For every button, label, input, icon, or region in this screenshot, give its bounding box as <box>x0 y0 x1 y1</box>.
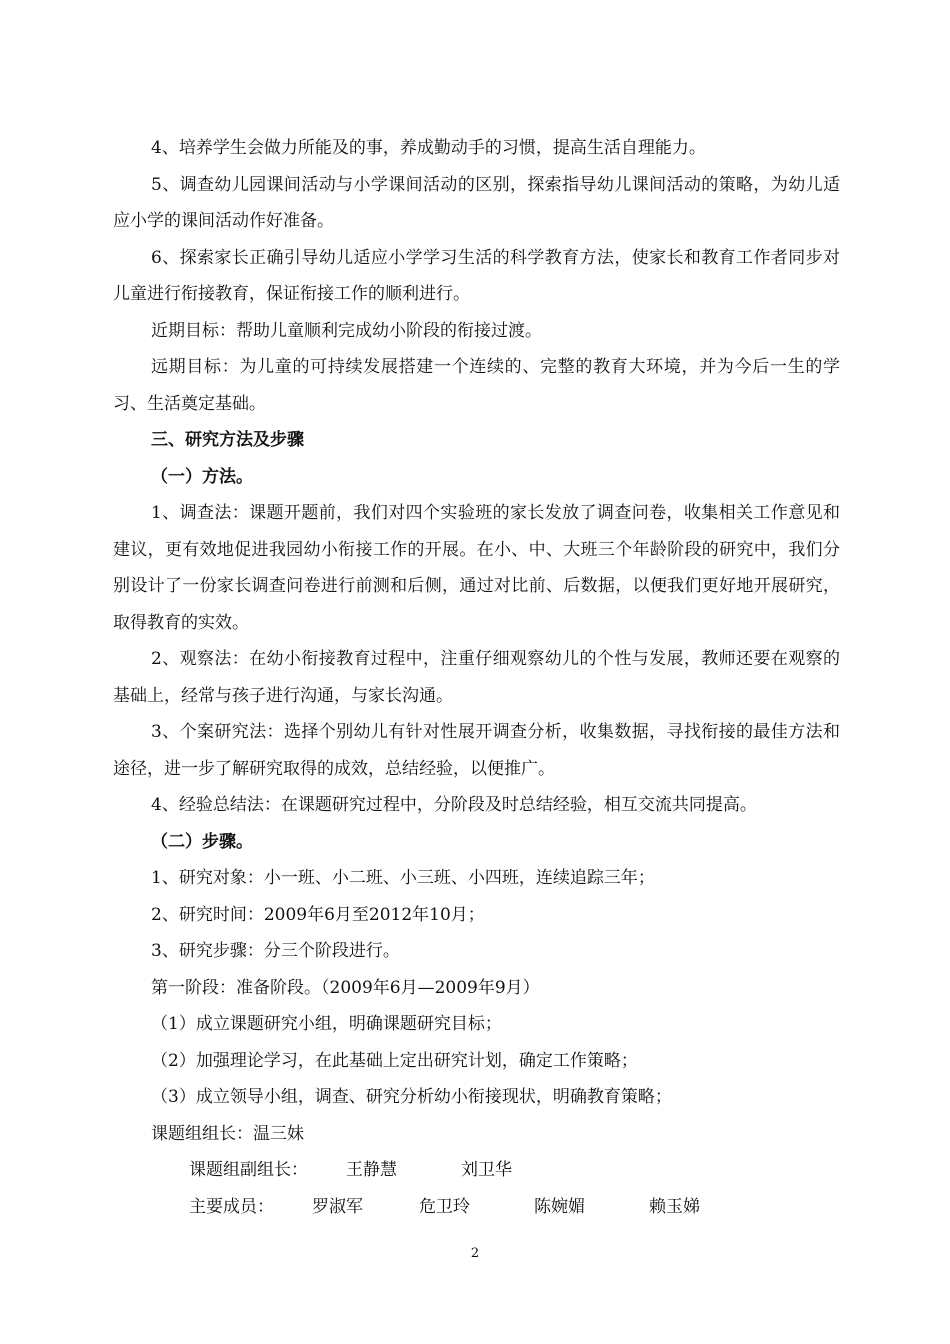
member-name: 危卫玲 <box>419 1196 470 1217</box>
vice-leaders <box>113 1152 840 1189</box>
method-survey: 1、调查法：课题开题前，我们对四个实验班的家长发放了调查问卷，收集相关工作意见和建议，更有效地促进我园幼小衔接工作的开展。在小、中、大班三个年龄阶段的研究中，我们分别设计了一份家长调查问卷进行前测和后侧，通过对比前、后数据，以便我们更好地开展研究，取得教育的实效。 <box>113 503 840 633</box>
page-body <box>113 130 840 1225</box>
members-label: 主要成员： <box>189 1196 274 1217</box>
step-research-time: 2、研究时间：2009年6月至2012年10月； <box>151 904 485 925</box>
phase-one-item-2: （2）加强理论学习，在此基础上定出研究计划，确定工作策略； <box>151 1050 638 1071</box>
section-heading-methods-steps: 三、研究方法及步骤 <box>151 430 304 450</box>
member-name: 罗淑军 <box>312 1196 363 1217</box>
step-research-subjects: 1、研究对象：小一班、小二班、小三班、小四班，连续追踪三年； <box>151 868 655 888</box>
vice-leader-name: 刘卫华 <box>461 1160 512 1180</box>
phase-one-item-3: （3）成立领导小组，调查、研究分析幼小衔接现状，明确教育策略； <box>151 1087 672 1107</box>
group-leader: 课题组组长：温三妹 <box>151 1123 304 1144</box>
paragraph-goal-5: 5、调查幼儿园课间活动与小学课间活动的区别，探索指导幼儿课间活动的策略，为幼儿适应小学的课间活动作好准备。 <box>113 174 840 231</box>
paragraph-goal-4: 4、培养学生会做力所能及的事，养成勤动手的习惯，提高生活自理能力。 <box>151 138 706 158</box>
member-name: 赖玉娣 <box>649 1196 700 1217</box>
phase-one-item-1: （1）成立课题研究小组，明确课题研究目标； <box>151 1014 502 1034</box>
paragraph-goal-6: 6、探索家长正确引导幼儿适应小学学习生活的科学教育方法，使家长和教育工作者同步对儿童进行衔接教育，保证衔接工作的顺利进行。 <box>113 247 840 304</box>
method-case-study: 3、个案研究法：选择个别幼儿有针对性展开调查分析，收集数据，寻找衔接的最佳方法和途径，进一步了解研究取得的成效，总结经验，以便推广。 <box>113 722 840 779</box>
method-observation: 2、观察法：在幼小衔接教育过程中，注重仔细观察幼儿的个性与发展，教师还要在观察的基础上，经常与孩子进行沟通，与家长沟通。 <box>113 649 840 706</box>
vice-leader-name: 王静慧 <box>346 1160 397 1180</box>
vice-leaders-label: 课题组副组长： <box>189 1160 308 1180</box>
main-members <box>113 1189 840 1226</box>
subheading-steps: （二）步骤。 <box>151 831 253 852</box>
subheading-methods: （一）方法。 <box>151 466 253 487</box>
phase-one: 第一阶段：准备阶段。（2009年6月—2009年9月） <box>151 977 540 998</box>
page-number: 2 <box>470 1246 480 1261</box>
method-experience-summary: 4、经验总结法：在课题研究过程中，分阶段及时总结经验，相互交流共同提高。 <box>151 795 757 815</box>
paragraph-short-term-goal: 近期目标：帮助儿童顺利完成幼小阶段的衔接过渡。 <box>151 320 542 341</box>
member-name: 陈婉媚 <box>534 1196 585 1217</box>
paragraph-long-term-goal: 远期目标：为儿童的可持续发展搭建一个连续的、完整的教育大环境，并为今后一生的学习、生活奠定基础。 <box>113 357 840 414</box>
step-research-steps: 3、研究步骤：分三个阶段进行。 <box>151 941 400 961</box>
